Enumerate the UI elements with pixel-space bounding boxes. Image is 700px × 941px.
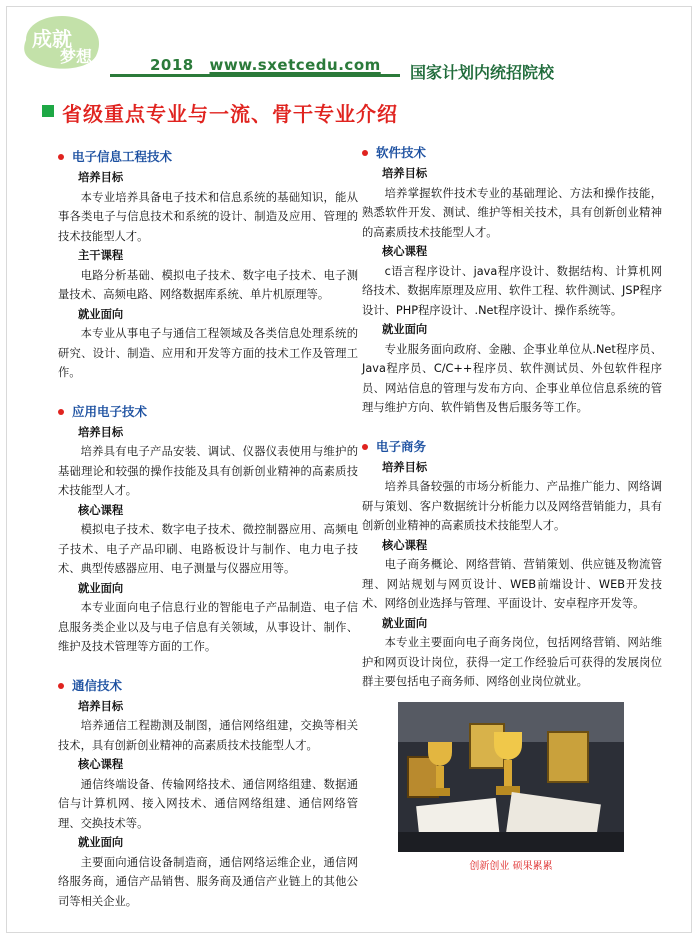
goal-text: 培养掌握软件技术专业的基础理论、方法和操作技能，熟悉软件开发、测试、维护等相关技术，具有创新创业精神的高素质技术技能型人才。 — [362, 186, 662, 239]
photo-caption: 创新创业 硕果累累 — [469, 861, 553, 872]
course-text: 通信终端设备、传输网络技术、通信网络组建、数据通信与计算机网、接入网技术、通信网络组建、通信网络管理、交换技术等。 — [58, 777, 358, 830]
major-name: 软件技术 — [376, 145, 427, 161]
website-link[interactable]: www.sxetcedu.com — [209, 56, 381, 74]
major-title — [58, 146, 358, 168]
goal-label: 培养目标 — [382, 460, 428, 474]
header-rule — [110, 74, 400, 77]
course-text: 电子商务概论、网络营销、营销策划、供应链及物流管理、网站规划与网页设计、WEB前端设计、WEB开发技术、网络创业选择与管理、平面设计、安卓程序开发等。 — [362, 558, 662, 610]
major-title — [58, 401, 358, 423]
goal-label: 培养目标 — [78, 171, 124, 184]
major-title — [362, 436, 662, 458]
major-section — [58, 146, 358, 383]
major-title — [362, 142, 662, 164]
major-name: 通信技术 — [72, 677, 123, 693]
course-label: 核心课程 — [78, 503, 124, 517]
job-label: 就业面向 — [78, 307, 124, 321]
major-section — [362, 142, 662, 418]
header-motto: 国家计划内统招院校 — [410, 63, 555, 82]
goal-text: 本专业培养具备电子技术和信息系统的基础知识，能从事各类电子与信息技术和系统的设计、制造及应用、管理的技术技能型人才。 — [58, 190, 358, 243]
goal-label: 培养目标 — [382, 167, 428, 180]
course-label: 核心课程 — [382, 245, 428, 258]
goal-label: 培养目标 — [78, 699, 124, 713]
header-year: 2018 — [150, 56, 194, 74]
job-text: 本专业面向电子信息行业的智能电子产品制造、电子信息服务类企业以及与电子信息有关领域，从事设计、制作、维护及技术管理等方面的工作。 — [58, 601, 358, 653]
title-square-icon — [42, 105, 54, 117]
school-logo — [16, 10, 108, 72]
goal-text: 培养具有电子产品安装、调试、仪器仪表使用与维护的基础理论和较强的操作技能及具有创新创业精神的高素质技术技能型人才。 — [58, 445, 358, 497]
left-column — [58, 146, 358, 925]
svg-text:梦想: 梦想 — [60, 47, 93, 66]
course-text: 模拟电子技术、数字电子技术、微控制器应用、高频电子技术、电子产品印刷、电路板设计与制作、电力电子技术、典型传感器应用、电子测量与仪器应用等。 — [58, 523, 358, 575]
page-title: 省级重点专业与一流、骨干专业介绍 — [62, 102, 398, 126]
job-label: 就业面向 — [78, 581, 124, 595]
job-text: 本专业主要面向电子商务岗位，包括网络营销、网站维护和网页设计岗位，获得一定工作经验后可获得的发展岗位群主要包括电子商务师、网络创业岗位就业。 — [362, 636, 662, 688]
major-section — [362, 436, 662, 692]
major-name: 电子信息工程技术 — [72, 149, 173, 165]
bullet-icon — [362, 444, 368, 450]
job-text: 主要面向通信设备制造商，通信网络运维企业，通信网络服务商，通信产品销售、服务商及通信产业链上的其他公司等相关企业。 — [58, 855, 358, 908]
job-label: 就业面向 — [382, 616, 428, 630]
course-label: 核心课程 — [78, 758, 124, 771]
goal-text: 培养具备较强的市场分析能力、产品推广能力、网络调研与策划、客户数据统计分析能力以及网络营销能力，具有创新创业精神的高素质技术技能型人才。 — [362, 480, 662, 532]
bullet-icon — [58, 154, 64, 160]
bullet-icon — [58, 409, 64, 415]
course-label: 主干课程 — [78, 249, 124, 262]
job-text: 专业服务面向政府、金融、企事业单位从.Net程序员、Java程序员、C/C++程序员、软件测试员、外包软件程序员、网站信息的管理与发布方向、企事业单位信息系统的管理与维护方向、软件销售及售后服务等工作。 — [362, 342, 662, 414]
svg-text:成就: 成就 — [32, 27, 72, 51]
major-section — [58, 675, 358, 912]
header-website — [150, 56, 381, 74]
job-label: 就业面向 — [382, 323, 428, 336]
bullet-icon — [362, 150, 368, 156]
course-text: c语言程序设计、java程序设计、数据结构、计算机网络技术、数据库原理及应用、软件工程、软件测试、JSP程序设计、PHP程序设计、.Net程序设计、操作系统等。 — [362, 264, 662, 317]
bullet-icon — [58, 683, 64, 689]
trophy-photo — [398, 702, 624, 852]
goal-text: 培养通信工程勘测及制图，通信网络组建，交换等相关技术，具有创新创业精神的高素质技术技能型人才。 — [58, 719, 358, 752]
major-section — [58, 401, 358, 657]
job-label: 就业面向 — [78, 836, 124, 849]
course-label: 核心课程 — [382, 538, 428, 552]
major-name: 电子商务 — [376, 438, 427, 454]
major-title — [58, 675, 358, 697]
job-text: 本专业从事电子与通信工程领域及各类信息处理系统的研究、设计、制造、应用和开发等方面的技术工作及管理工作。 — [58, 327, 358, 379]
major-name: 应用电子技术 — [72, 403, 148, 419]
goal-label: 培养目标 — [78, 425, 124, 439]
right-column — [362, 142, 662, 706]
course-text: 电路分析基础、模拟电子技术、数字电子技术、电子测量技术、高频电路、网络数据库系统、单片机原理等。 — [58, 268, 358, 301]
